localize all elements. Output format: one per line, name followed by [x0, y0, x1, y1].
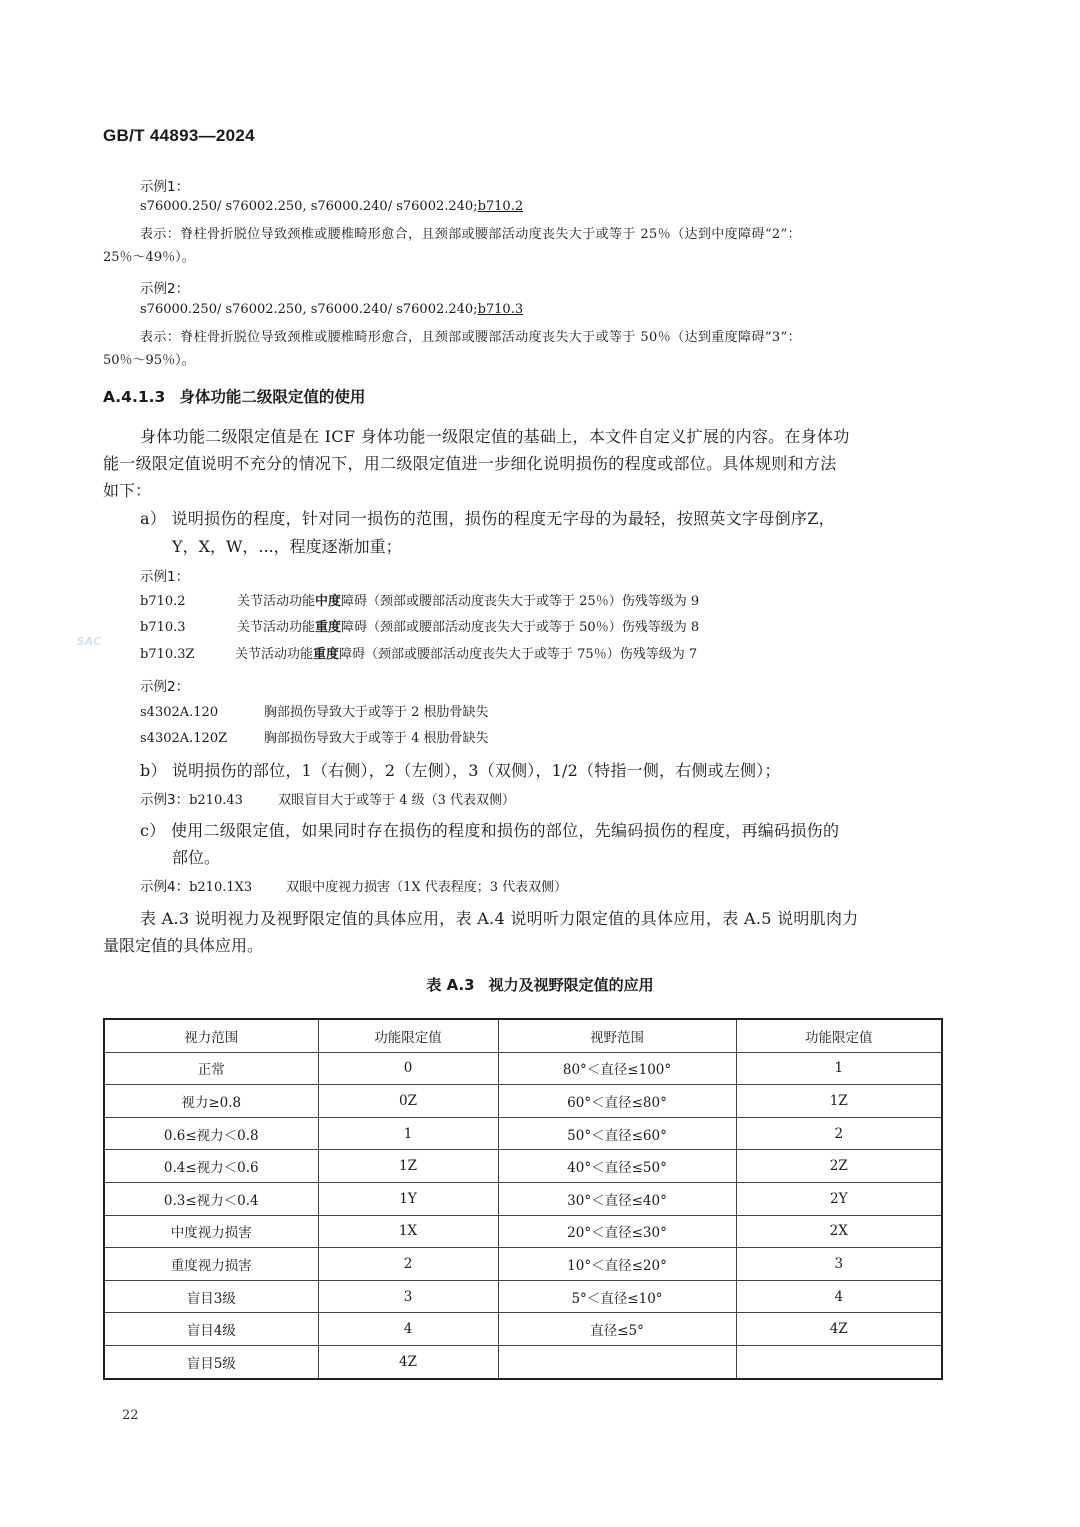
qualifier-code: s4302A.120Z — [140, 731, 228, 746]
table-cell: 1Z — [318, 1150, 498, 1183]
example-c — [140, 875, 567, 895]
table-cell: 中度视力损害 — [104, 1215, 318, 1248]
example-b-text: 双眼盲目大于或等于 4 级（3 代表双侧） — [278, 793, 516, 808]
table-cell: 盲目4级 — [104, 1313, 318, 1346]
example-1-desc-line1: 表示：脊柱骨折脱位导致颈椎或腰椎畸形愈合，且颈部或腰部活动度丧失大于或等于 25％（达到中度障碍“2”： — [140, 227, 802, 242]
table-caption — [0, 974, 1080, 995]
code-link: b710.2 — [477, 199, 524, 214]
example-a1-row — [140, 616, 699, 635]
example-a1-row — [140, 590, 699, 609]
table-row — [104, 1150, 942, 1183]
table-cell: 1Y — [318, 1182, 498, 1215]
table-cell: 2 — [318, 1248, 498, 1281]
table-cell: 2Z — [736, 1150, 942, 1183]
example-1-codes — [140, 199, 523, 214]
example-2-label: 示例2： — [140, 281, 190, 297]
table-cell: 1X — [318, 1215, 498, 1248]
table-cell — [736, 1345, 942, 1378]
header-qualifier: 功能限定值 — [318, 1019, 498, 1052]
table-row — [104, 1280, 942, 1313]
table-cell: 80°＜直径≤100° — [498, 1052, 736, 1085]
table-caption-number: 表 A.3 — [426, 976, 475, 994]
table-row — [104, 1248, 942, 1281]
table-cell: 0 — [318, 1052, 498, 1085]
table-row — [104, 1052, 942, 1085]
row-text-bold: 重度 — [315, 620, 342, 635]
closing-line-2: 量限定值的具体应用。 — [103, 936, 264, 955]
qualifier-code: b710.3 — [140, 620, 186, 635]
example-2-desc-line2: 50％～95％）。 — [103, 353, 195, 368]
row-text: 胸部损伤导致大于或等于 2 根肋骨缺失 — [264, 705, 489, 720]
table-row — [104, 1117, 942, 1150]
table-row — [104, 1215, 942, 1248]
row-text-pre: 关节活动功能 — [237, 594, 316, 609]
table-cell: 0.3≤视力＜0.4 — [104, 1182, 318, 1215]
row-text-post: 障碍（颈部或腰部活动度丧失大于或等于 25％）伤残等级为 9 — [341, 594, 700, 609]
item-c-line-1: c） 使用二级限定值，如果同时存在损伤的程度和损伤的部位，先编码损伤的程度，再编码损伤的 — [140, 821, 840, 840]
example-a2-label: 示例2： — [140, 679, 190, 695]
table-row — [104, 1345, 942, 1378]
page-number: 22 — [122, 1408, 139, 1423]
row-text-bold: 重度 — [313, 647, 340, 662]
table-cell: 0.6≤视力＜0.8 — [104, 1117, 318, 1150]
item-b-line-1: b） 说明损伤的部位，1（右侧），2（左侧），3（双侧），1/2（特指一侧，右侧或左侧）； — [140, 761, 781, 780]
header-qualifier: 功能限定值 — [736, 1019, 942, 1052]
header-field-range: 视野范围 — [498, 1019, 736, 1052]
example-c-label: 示例4： — [140, 879, 190, 895]
table-cell: 1 — [318, 1117, 498, 1150]
example-a2-row — [140, 701, 489, 720]
qualifier-code: b710.2 — [140, 594, 186, 609]
table-cell: 2 — [736, 1117, 942, 1150]
item-c-line-2: 部位。 — [172, 848, 221, 867]
table-cell: 20°＜直径≤30° — [498, 1215, 736, 1248]
vision-qualifier-table — [103, 1018, 943, 1380]
table-caption-title: 视力及视野限定值的应用 — [488, 976, 654, 994]
table-cell: 60°＜直径≤80° — [498, 1085, 736, 1118]
example-1-label: 示例1： — [140, 179, 190, 195]
table-cell: 50°＜直径≤60° — [498, 1117, 736, 1150]
table-cell: 4Z — [318, 1345, 498, 1378]
code-plain: s76000.250/ s76002.250, s76000.240/ s76002.240; — [140, 199, 478, 214]
section-number: A.4.1.3 — [103, 388, 166, 406]
table-cell: 2Y — [736, 1182, 942, 1215]
row-text-pre: 关节活动功能 — [237, 620, 316, 635]
table-cell: 3 — [318, 1280, 498, 1313]
qualifier-code: b210.1X3 — [189, 880, 253, 895]
intro-line-3: 如下： — [103, 481, 152, 500]
example-1-desc-line2: 25％～49％）。 — [103, 250, 195, 265]
table-cell: 4 — [318, 1313, 498, 1346]
header-vision-range: 视力范围 — [104, 1019, 318, 1052]
code-plain: s76000.250/ s76002.250, s76000.240/ s76002.240; — [140, 302, 478, 317]
table-cell: 0.4≤视力＜0.6 — [104, 1150, 318, 1183]
section-title: 身体功能二级限定值的使用 — [179, 388, 366, 406]
closing-line-1: 表 A.3 说明视力及视野限定值的具体应用，表 A.4 说明听力限定值的具体应用，表 A.5 说明肌肉力 — [140, 909, 859, 928]
example-a2-row — [140, 727, 489, 746]
row-text-post: 障碍（颈部或腰部活动度丧失大于或等于 50％）伤残等级为 8 — [341, 620, 700, 635]
table-cell: 30°＜直径≤40° — [498, 1182, 736, 1215]
table-cell: 3 — [736, 1248, 942, 1281]
qualifier-code: s4302A.120 — [140, 705, 219, 720]
table-cell — [498, 1345, 736, 1378]
row-text-pre: 关节活动功能 — [235, 647, 314, 662]
table-cell: 2X — [736, 1215, 942, 1248]
table-row — [104, 1313, 942, 1346]
item-a-line-1: a） 说明损伤的程度，针对同一损伤的范围，损伤的程度无字母的为最轻，按照英文字母倒序Z， — [140, 509, 835, 528]
watermark-text: SAC — [75, 634, 103, 648]
standard-code: GB/T 44893—2024 — [103, 126, 255, 145]
section-heading — [103, 385, 365, 407]
sac-watermark-icon — [71, 626, 107, 656]
example-2-desc-line1: 表示：脊柱骨折脱位导致颈椎或腰椎畸形愈合，且颈部或腰部活动度丧失大于或等于 50％（达到重度障碍“3”： — [140, 330, 802, 345]
table-cell: 40°＜直径≤50° — [498, 1150, 736, 1183]
item-a-line-2: Y，X，W，...，程度逐渐加重； — [172, 537, 402, 556]
code-link: b710.3 — [477, 302, 524, 317]
table-cell: 盲目5级 — [104, 1345, 318, 1378]
row-text: 胸部损伤导致大于或等于 4 根肋骨缺失 — [264, 731, 489, 746]
row-text-post: 障碍（颈部或腰部活动度丧失大于或等于 75％）伤残等级为 7 — [339, 647, 698, 662]
example-b — [140, 788, 515, 808]
example-a1-row — [140, 643, 697, 662]
table-cell: 10°＜直径≤20° — [498, 1248, 736, 1281]
qualifier-code: b710.3Z — [140, 647, 195, 662]
table-cell: 1Z — [736, 1085, 942, 1118]
table-cell: 视力≥0.8 — [104, 1085, 318, 1118]
example-b-label: 示例3： — [140, 792, 190, 808]
table-cell: 5°＜直径≤10° — [498, 1280, 736, 1313]
table-cell: 盲目3级 — [104, 1280, 318, 1313]
table-cell: 4Z — [736, 1313, 942, 1346]
intro-line-1: 身体功能二级限定值是在 ICF 身体功能一级限定值的基础上，本文件自定义扩展的内容。在身体功 — [140, 427, 850, 446]
table-cell: 直径≤5° — [498, 1313, 736, 1346]
table-cell: 重度视力损害 — [104, 1248, 318, 1281]
qualifier-code: b210.43 — [189, 793, 243, 808]
example-a1-label: 示例1： — [140, 569, 190, 585]
table-cell: 正常 — [104, 1052, 318, 1085]
row-text-bold: 中度 — [315, 594, 342, 609]
table-cell: 0Z — [318, 1085, 498, 1118]
intro-line-2: 能一级限定值说明不充分的情况下，用二级限定值进一步细化说明损伤的程度或部位。具体规则和方法 — [103, 454, 837, 473]
example-c-text: 双眼中度视力损害（1X 代表程度；3 代表双侧） — [286, 880, 568, 895]
example-2-codes — [140, 302, 523, 317]
table-row — [104, 1182, 942, 1215]
table-row — [104, 1085, 942, 1118]
table-cell: 4 — [736, 1280, 942, 1313]
table-cell: 1 — [736, 1052, 942, 1085]
table-header-row — [104, 1019, 942, 1052]
